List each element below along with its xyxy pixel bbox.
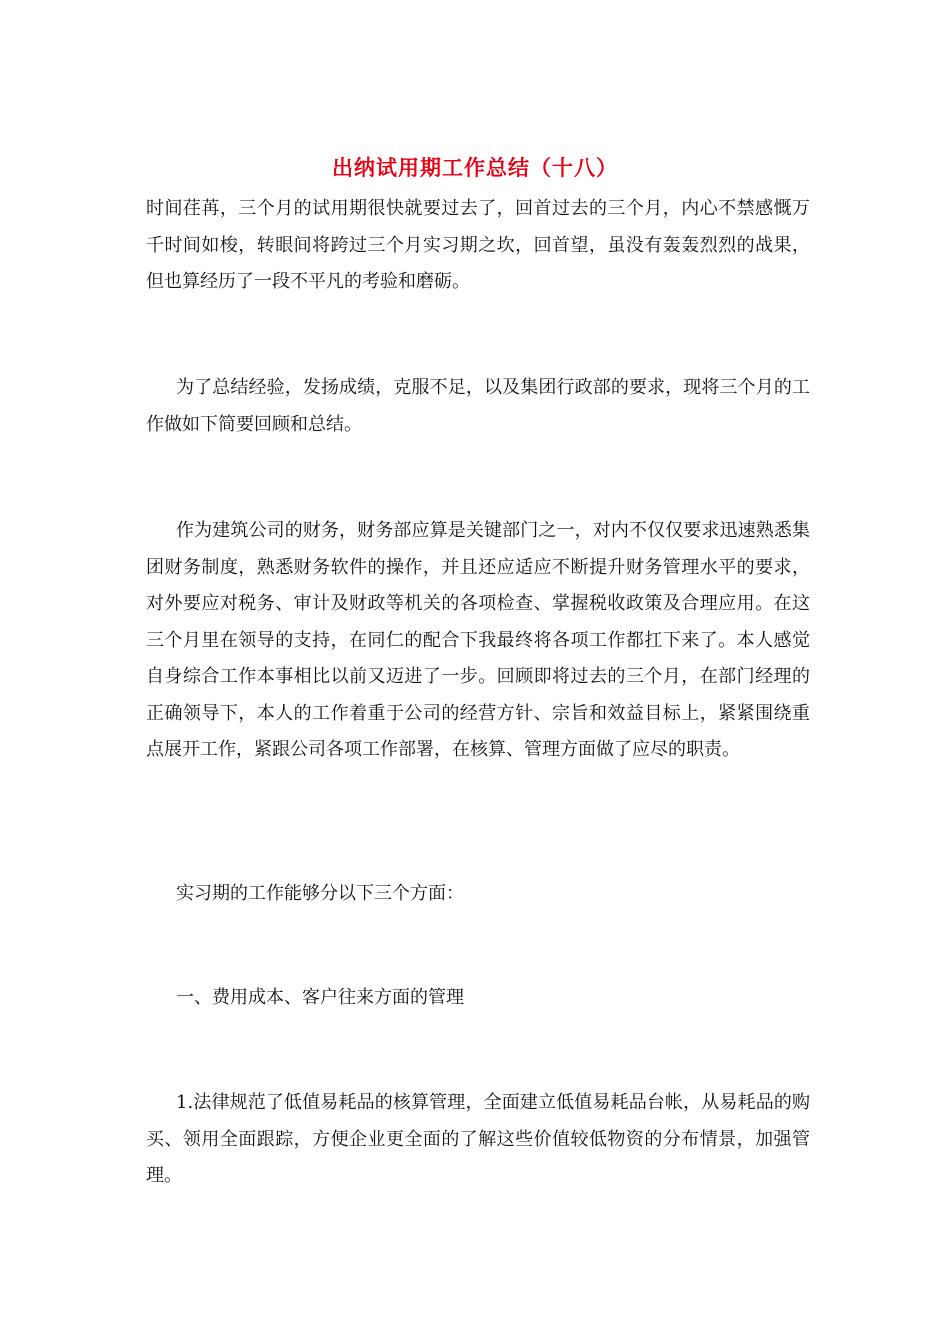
paragraph-item-1: 1.法律规范了低值易耗品的核算管理，全面建立低值易耗品台帐，从易耗品的购买、领用全面跟踪，方便企业更全面的了解这些价值较低物资的分布情景，加强管理。 bbox=[146, 1092, 810, 1186]
document-title: 出纳试用期工作总结（十八） bbox=[332, 155, 618, 180]
paragraph-role: 作为建筑公司的财务，财务部应算是关键部门之一，对内不仅仅要求迅速熟悉集团财务制度，熟悉财务软件的操作，并且还应适应不断提升财务管理水平的要求，对外要应对税务、审计及财政等机关的各项检查、掌握税收政策及合理应用。在这三个月里在领导的支持，在同仁的配合下我最终将各项工作都扛下来了。本人感觉自身综合工作本事相比以前又迈进了一步。回顾即将过去的三个月，在部门经理的正确领导下，本人的工作着重于公司的经营方针、宗旨和效益目标上，紧紧围绕重点展开工作，紧跟公司各项工作部署，在核算、管理方面做了应尽的职责。 bbox=[146, 520, 810, 760]
paragraph-purpose: 为了总结经验，发扬成绩，克服不足，以及集团行政部的要求，现将三个月的工作做如下简要回顾和总结。 bbox=[146, 377, 810, 435]
paragraph-aspects: 实习期的工作能够分以下三个方面： bbox=[176, 883, 464, 904]
section-heading-1: 一、费用成本、客户往来方面的管理 bbox=[176, 987, 464, 1008]
paragraph-intro: 时间荏苒，三个月的试用期很快就要过去了，回首过去的三个月，内心不禁感慨万千时间如梭，转眼间将跨过三个月实习期之坎，回首望，虽没有轰轰烈烈的战果，但也算经历了一段不平凡的考验和磨砺。 bbox=[146, 198, 810, 292]
